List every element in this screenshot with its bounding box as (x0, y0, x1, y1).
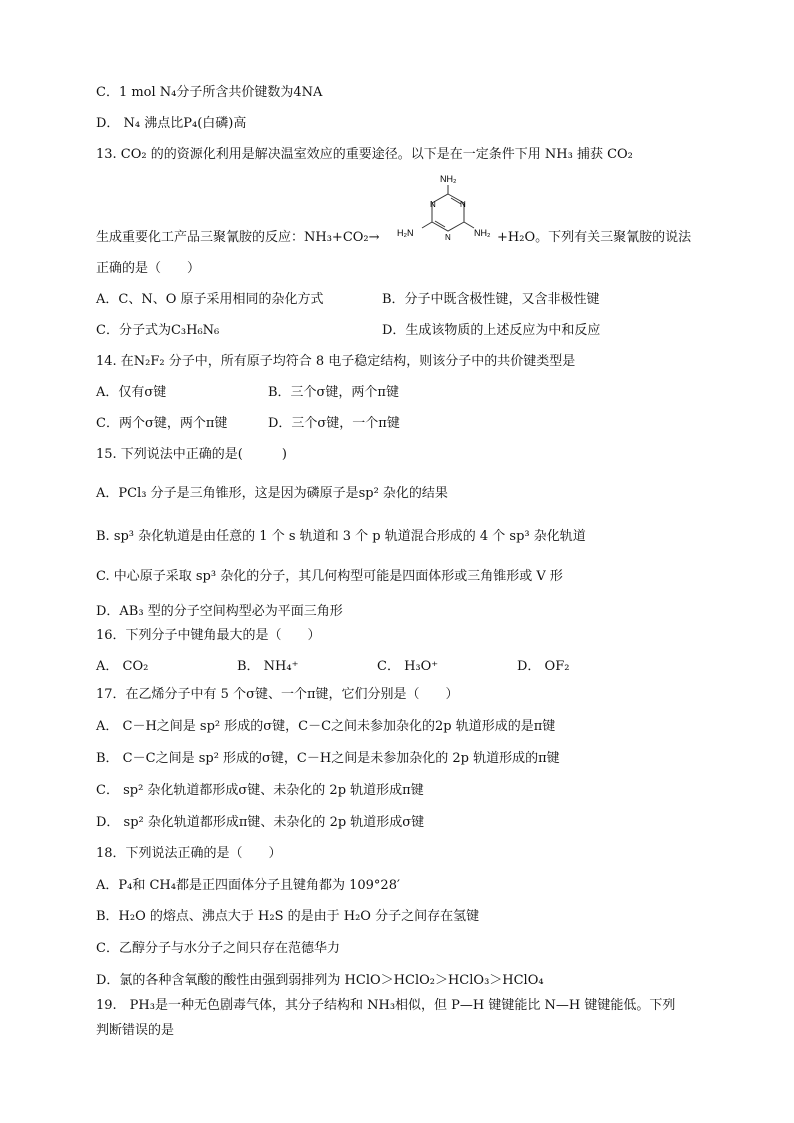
q13-reaction-post: +H₂O。下列有关三聚氰胺的说法 (497, 230, 692, 245)
q12-option-c: C．1 mol N₄分子所含共价键数为4NA (96, 85, 323, 100)
q13-stem-end: 正确的是（ ） (96, 261, 201, 276)
q14-stem: 14. 在N₂F₂ 分子中，所有原子均符合 8 电子稳定结构，则该分子中的共价键类型是 (96, 354, 576, 369)
q17-option-c: C． sp² 杂化轨道都形成σ键、未杂化的 2p 轨道形成π键 (96, 783, 424, 798)
q14-option-a: A．仅有σ键 (96, 385, 167, 400)
q19-stem: 19. PH₃是一种无色剧毒气体，其分子结构和 NH₃相似，但 P—H 键键能比 N—H 键键能低。下列 (96, 998, 676, 1013)
structure-right-nh2: NH₂ (474, 228, 491, 238)
melamine-structure (392, 170, 502, 250)
q19-stem-end: 判断错误的是 (96, 1023, 175, 1038)
q14-option-c: C．两个σ键，两个π键 (96, 416, 228, 431)
q18-option-a: A．P₄和 CH₄都是正四面体分子且键角都为 109°28′ (96, 878, 400, 893)
q13-stem: 13. CO₂ 的的资源化利用是解决温室效应的重要途径。以下是在一定条件下用 NH₃ 捕获 CO₂ (96, 147, 633, 162)
q15-option-c: C. 中心原子采取 sp³ 杂化的分子，其几何构型可能是四面体形或三角锥形或 V 形 (96, 569, 563, 584)
q17-option-b: B． C－C之间是 sp² 形成的σ键，C－H之间是未参加杂化的 2p 轨道形成的π键 (96, 751, 560, 766)
q13-option-d: D．生成该物质的上述反应为中和反应 (382, 323, 601, 338)
q13-option-b: B．分子中既含极性键，又含非极性键 (382, 292, 600, 307)
q15-option-a: A．PCl₃ 分子是三角锥形，这是因为磷原子是sp² 杂化的结果 (96, 486, 448, 501)
q18-option-b: B．H₂O 的熔点、沸点大于 H₂S 的是由于 H₂O 分子之间存在氢键 (96, 909, 480, 924)
q18-option-d: D．氯的各种含氧酸的酸性由强到弱排列为 HClO＞HClO₂＞HClO₃＞HClO₄ (96, 973, 544, 988)
structure-top-nh2: NH₂ (440, 174, 457, 184)
q16-option-b: B． NH₄⁺ (237, 659, 299, 674)
q18-stem: 18．下列说法正确的是（ ） (96, 846, 282, 861)
q13-option-a: A．C、N、O 原子采用相同的杂化方式 (96, 292, 324, 307)
q18-option-c: C．乙醇分子与水分子之间只存在范德华力 (96, 941, 340, 956)
q16-option-d: D． OF₂ (517, 659, 570, 674)
q16-option-c: C． H₃O⁺ (377, 659, 439, 674)
q13-reaction-pre: 生成重要化工产品三聚氰胺的反应：NH₃+CO₂→ (96, 230, 380, 245)
q15-stem: 15. 下列说法中正确的是( ) (96, 447, 287, 462)
structure-left-h2n: H₂N (397, 228, 414, 238)
q17-option-a: A． C－H之间是 sp² 形成的σ键，C－C之间未参加杂化的2p 轨道形成的是π键 (96, 719, 556, 734)
q14-option-d: D．三个σ键，一个π键 (268, 416, 400, 431)
ring-n-1: N (460, 200, 466, 209)
ring-n-3: N (445, 233, 451, 242)
q15-option-b: B. sp³ 杂化轨道是由任意的 1 个 s 轨道和 3 个 p 轨道混合形成的 4 个 sp³ 杂化轨道 (96, 529, 586, 544)
q17-stem: 17．在乙烯分子中有 5 个σ键、一个π键，它们分别是（ ） (96, 687, 459, 702)
q15-option-d: D．AB₃ 型的分子空间构型必为平面三角形 (96, 604, 343, 619)
q16-option-a: A． CO₂ (96, 659, 149, 674)
q13-option-c: C．分子式为C₃H₆N₆ (96, 323, 220, 338)
q17-option-d: D． sp² 杂化轨道都形成π键、未杂化的 2p 轨道形成σ键 (96, 815, 425, 830)
q16-stem: 16．下列分子中键角最大的是（ ） (96, 628, 321, 643)
q14-option-b: B．三个σ键，两个π键 (268, 385, 399, 400)
q12-option-d: D． N₄ 沸点比P₄(白磷)高 (96, 116, 247, 131)
ring-n-2: N (430, 200, 436, 209)
